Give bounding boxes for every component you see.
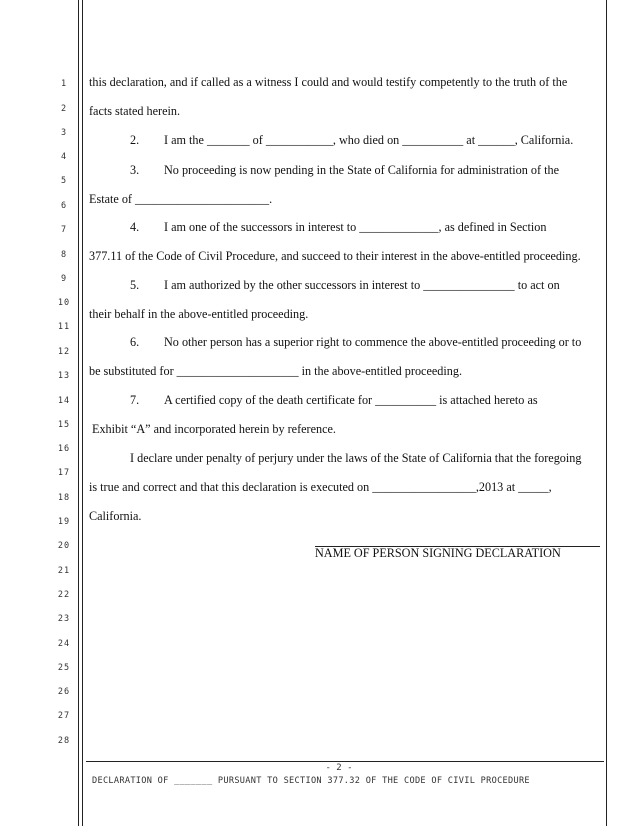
line-number: 17 <box>57 468 71 478</box>
body-line: 377.11 of the Code of Civil Procedure, and succeed to their interest in the above-entitled proceeding. <box>89 249 581 263</box>
line-number: 1 <box>60 79 68 89</box>
line-number: 24 <box>57 639 71 649</box>
line-number: 11 <box>57 322 71 332</box>
body-line: be substituted for ____________________ in the above-entitled proceeding. <box>89 364 462 378</box>
line-number: 19 <box>57 517 71 527</box>
paragraph-number: 4. <box>130 220 140 234</box>
line-number: 12 <box>57 347 71 357</box>
line-number: 15 <box>57 420 71 430</box>
line-number: 27 <box>57 711 71 721</box>
line-number: 26 <box>57 687 71 697</box>
line-number: 4 <box>60 152 68 162</box>
line-number: 3 <box>60 128 68 138</box>
footer-rule <box>86 761 604 762</box>
paragraph-number: 2. <box>130 133 140 147</box>
body-line: A certified copy of the death certificate for __________ is attached hereto as <box>164 393 538 407</box>
body-line: is true and correct and that this declaration is executed on _________________,2013 at _____, <box>89 480 552 494</box>
line-number: 2 <box>60 104 68 114</box>
body-line: I am one of the successors in interest to _____________, as defined in Section <box>164 220 547 234</box>
line-number: 18 <box>57 493 71 503</box>
body-line: I am the _______ of ___________, who died on __________ at ______, California. <box>164 133 574 147</box>
line-number: 25 <box>57 663 71 673</box>
body-line: No other person has a superior right to commence the above-entitled proceeding or to <box>164 335 582 349</box>
page-number: - 2 - <box>325 763 353 773</box>
margin-rule-left-inner <box>82 0 83 826</box>
line-number: 16 <box>57 444 71 454</box>
margin-rule-left-outer <box>78 0 79 826</box>
line-number: 20 <box>57 541 71 551</box>
line-number: 23 <box>57 614 71 624</box>
body-line: I am authorized by the other successors in interest to _______________ to act on <box>164 278 560 292</box>
body-line: Estate of ______________________. <box>89 192 273 206</box>
body-line: Exhibit “A” and incorporated herein by reference. <box>92 422 336 436</box>
paragraph-number: 5. <box>130 278 140 292</box>
body-line: California. <box>89 509 142 523</box>
line-number: 5 <box>60 176 68 186</box>
footer-title: DECLARATION OF _______ PURSUANT TO SECTION 377.32 OF THE CODE OF CIVIL PROCEDURE <box>92 776 530 786</box>
body-line: their behalf in the above-entitled proceeding. <box>89 307 309 321</box>
paragraph-number: 7. <box>130 393 140 407</box>
line-number: 21 <box>57 566 71 576</box>
line-number: 28 <box>57 736 71 746</box>
body-line: facts stated herein. <box>89 104 181 118</box>
line-number: 8 <box>60 250 68 260</box>
body-line: I declare under penalty of perjury under the laws of the State of California that the foregoing <box>130 451 582 465</box>
line-number: 22 <box>57 590 71 600</box>
body-line: No proceeding is now pending in the State of California for administration of the <box>164 163 559 177</box>
line-number: 14 <box>57 396 71 406</box>
line-number: 7 <box>60 225 68 235</box>
margin-rule-right <box>606 0 607 826</box>
paragraph-number: 6. <box>130 335 140 349</box>
body-line: this declaration, and if called as a witness I could and would testify competently to the truth of the <box>89 75 568 89</box>
signature-label: NAME OF PERSON SIGNING DECLARATION <box>315 546 561 560</box>
line-number: 13 <box>57 371 71 381</box>
line-number: 6 <box>60 201 68 211</box>
line-number: 9 <box>60 274 68 284</box>
paragraph-number: 3. <box>130 163 140 177</box>
line-number: 10 <box>57 298 71 308</box>
